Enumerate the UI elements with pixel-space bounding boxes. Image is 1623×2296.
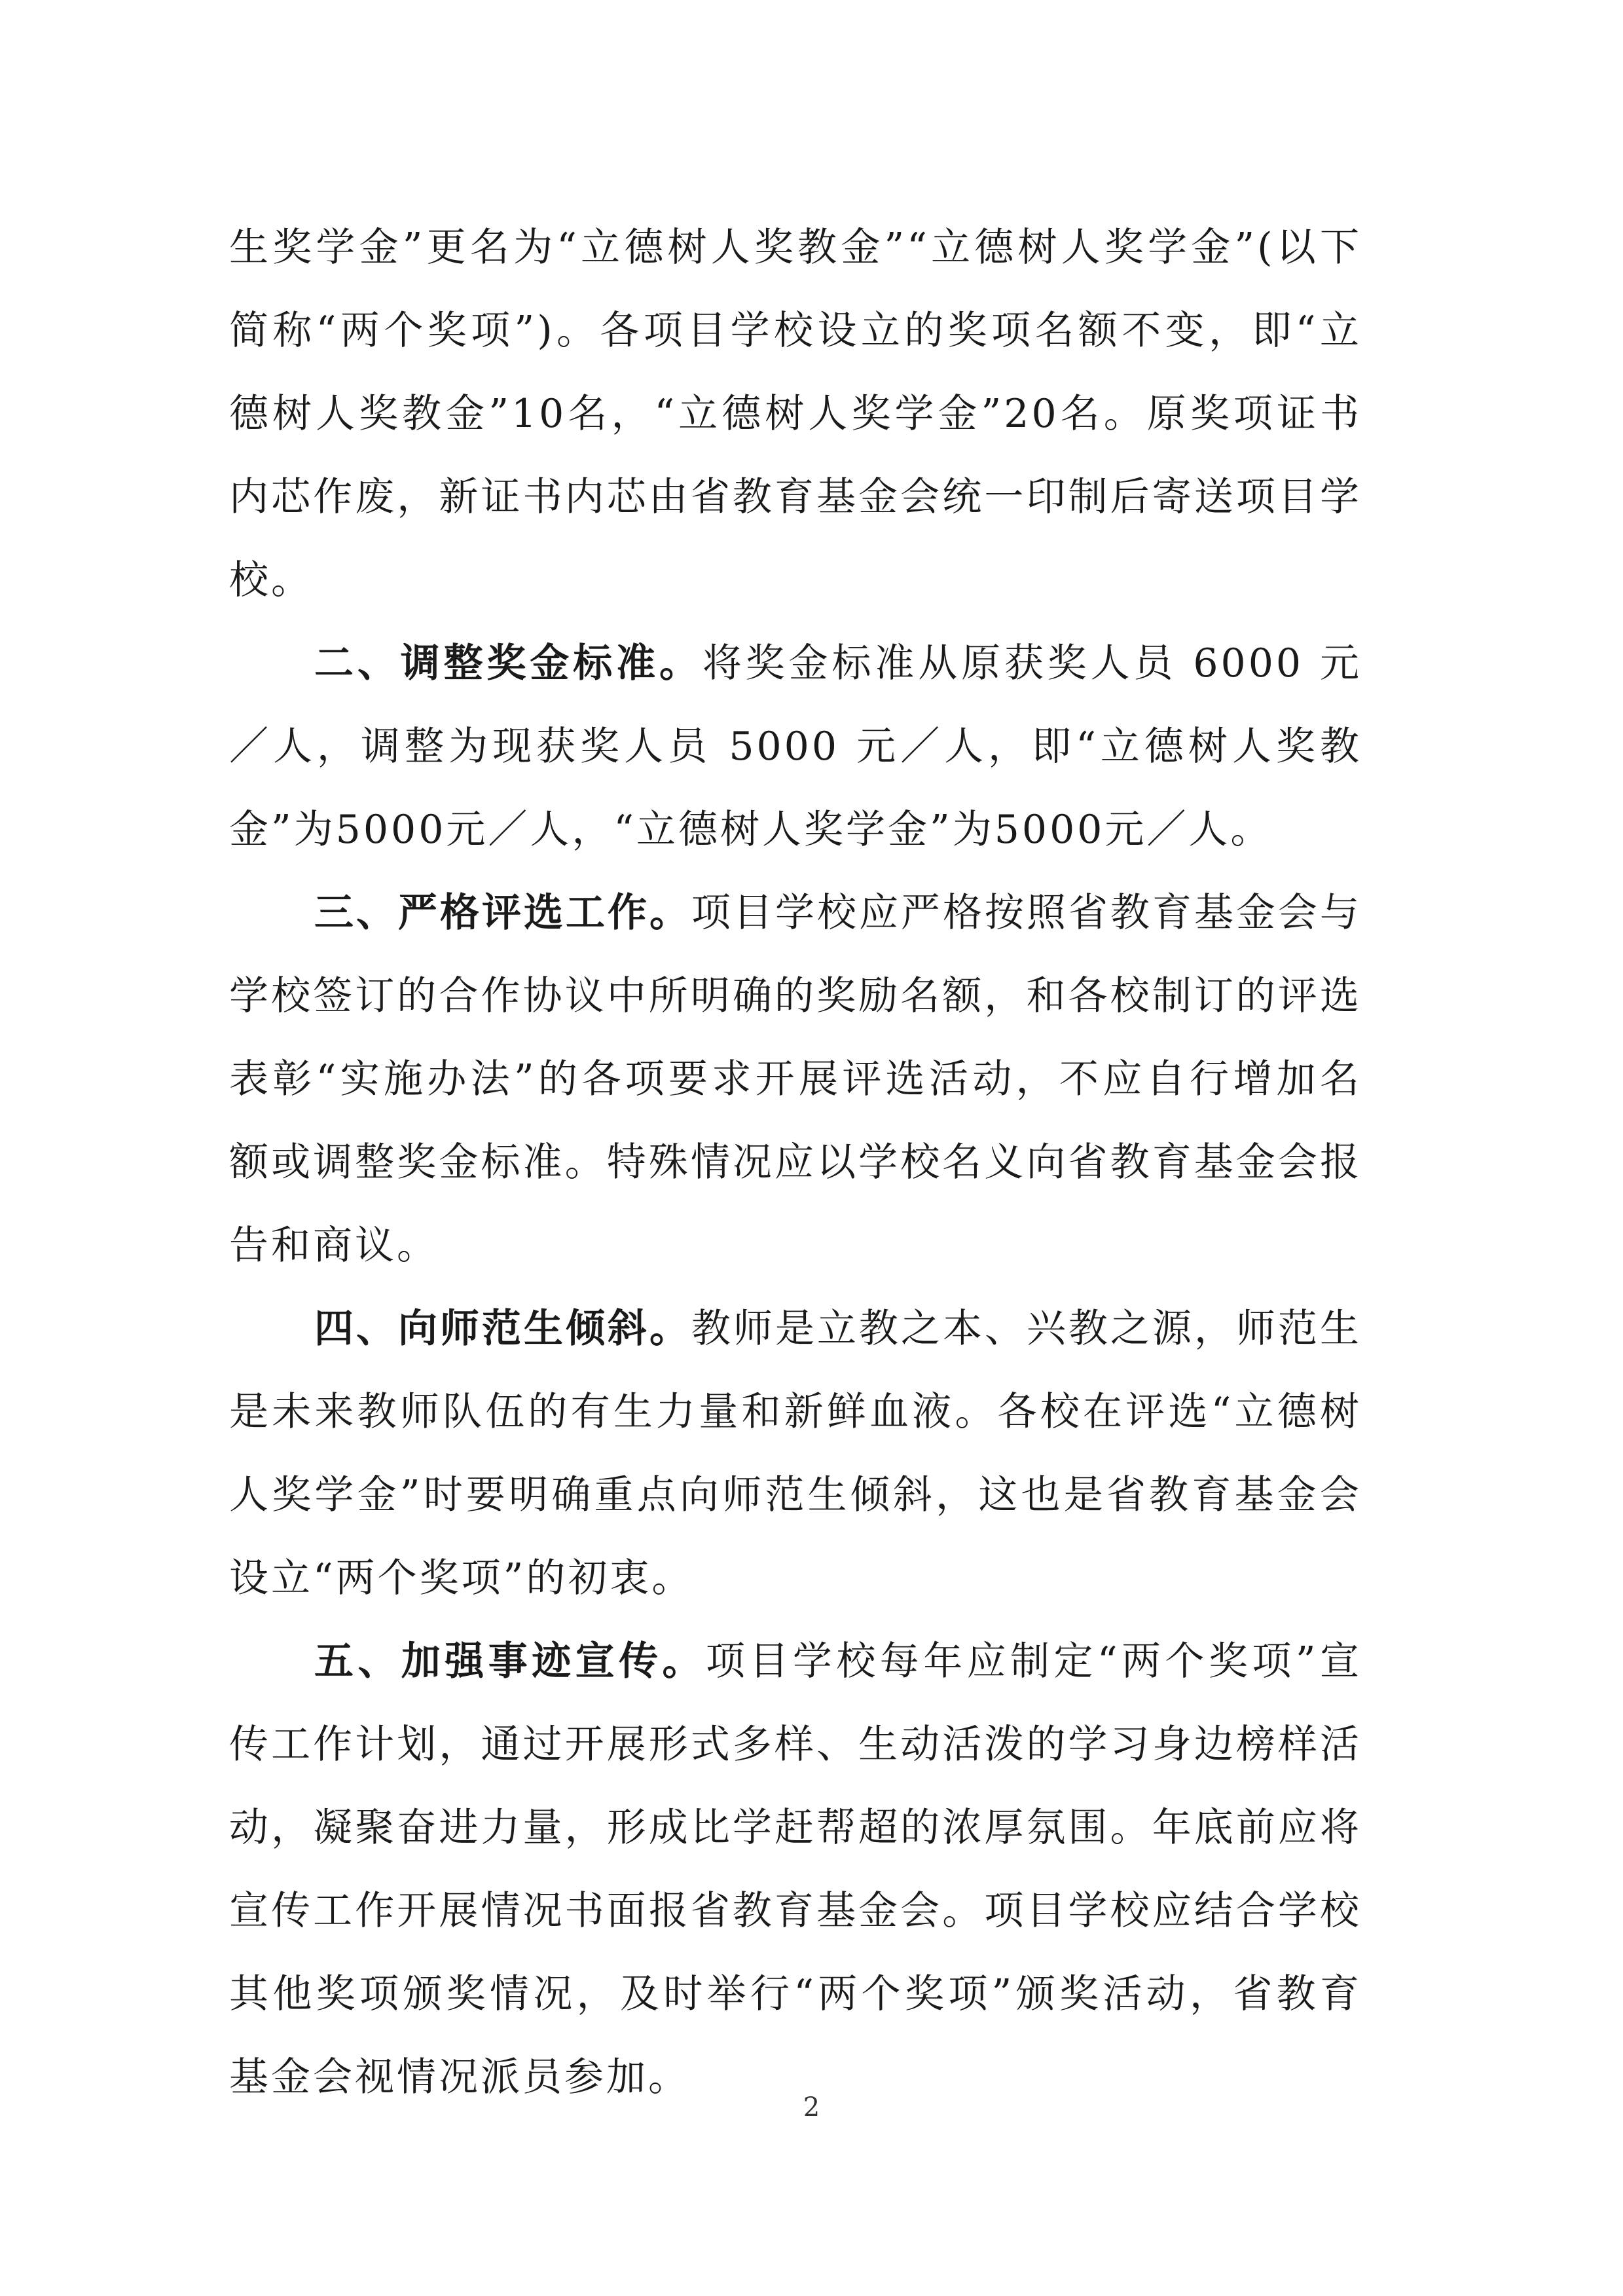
- section-heading: 五、加强事迹宣传。: [314, 1639, 706, 1684]
- section-heading: 二、调整奖金标准。: [314, 640, 702, 686]
- paragraph-text: 项目学校应严格按照省教育基金会与学校签订的合作协议中所明确的奖励名额，和各校制订的评选表彰“实施办法”的各项要求开展评选活动，不应自行增加名额或调整奖金标准。特殊情况应以学校名义向省教育基金会报告和商议。: [229, 890, 1362, 1268]
- paragraph-continuation: [229, 206, 1362, 622]
- paragraph-text: 生奖学金”更名为“立德树人奖教金”“立德树人奖学金”(以下简称“两个奖项”)。各项目学校设立的奖项名额不变，即“立德树人奖教金”10名，“立德树人奖学金”20名。原奖项证书内芯作废，新证书内芯由省教育基金会统一印制后寄送项目学校。: [229, 225, 1362, 603]
- section-heading: 四、向师范生倾斜。: [314, 1306, 691, 1352]
- page-number: 2: [803, 2092, 820, 2122]
- paragraph-publicity: [229, 1620, 1362, 2119]
- section-heading: 三、严格评选工作。: [314, 890, 691, 936]
- paragraph-text: 项目学校每年应制定“两个奖项”宣传工作计划，通过开展形式多样、生动活泼的学习身边榜样活动，凝聚奋进力量，形成比学赶帮超的浓厚氛围。年底前应将宣传工作开展情况书面报省教育基金会。项目学校应结合学校其他奖项颁奖情况，及时举行“两个奖项”颁奖活动，省教育基金会视情况派员参加。: [229, 1639, 1362, 2100]
- paragraph-adjust-award-standard: [229, 622, 1362, 872]
- paragraph-normal-students: [229, 1287, 1362, 1620]
- paragraph-strict-selection: [229, 872, 1362, 1287]
- document-body: [229, 206, 1362, 2119]
- paragraph-text: 将奖金标准从原获奖人员 6000 元／人，调整为现获奖人员 5000 元／人，即“立德树人奖教金”为5000元／人，“立德树人奖学金”为5000元／人。: [229, 640, 1362, 853]
- paragraph-text: 教师是立教之本、兴教之源，师范生是未来教师队伍的有生力量和新鲜血液。各校在评选“立德树人奖学金”时要明确重点向师范生倾斜，这也是省教育基金会设立“两个奖项”的初衷。: [229, 1306, 1362, 1601]
